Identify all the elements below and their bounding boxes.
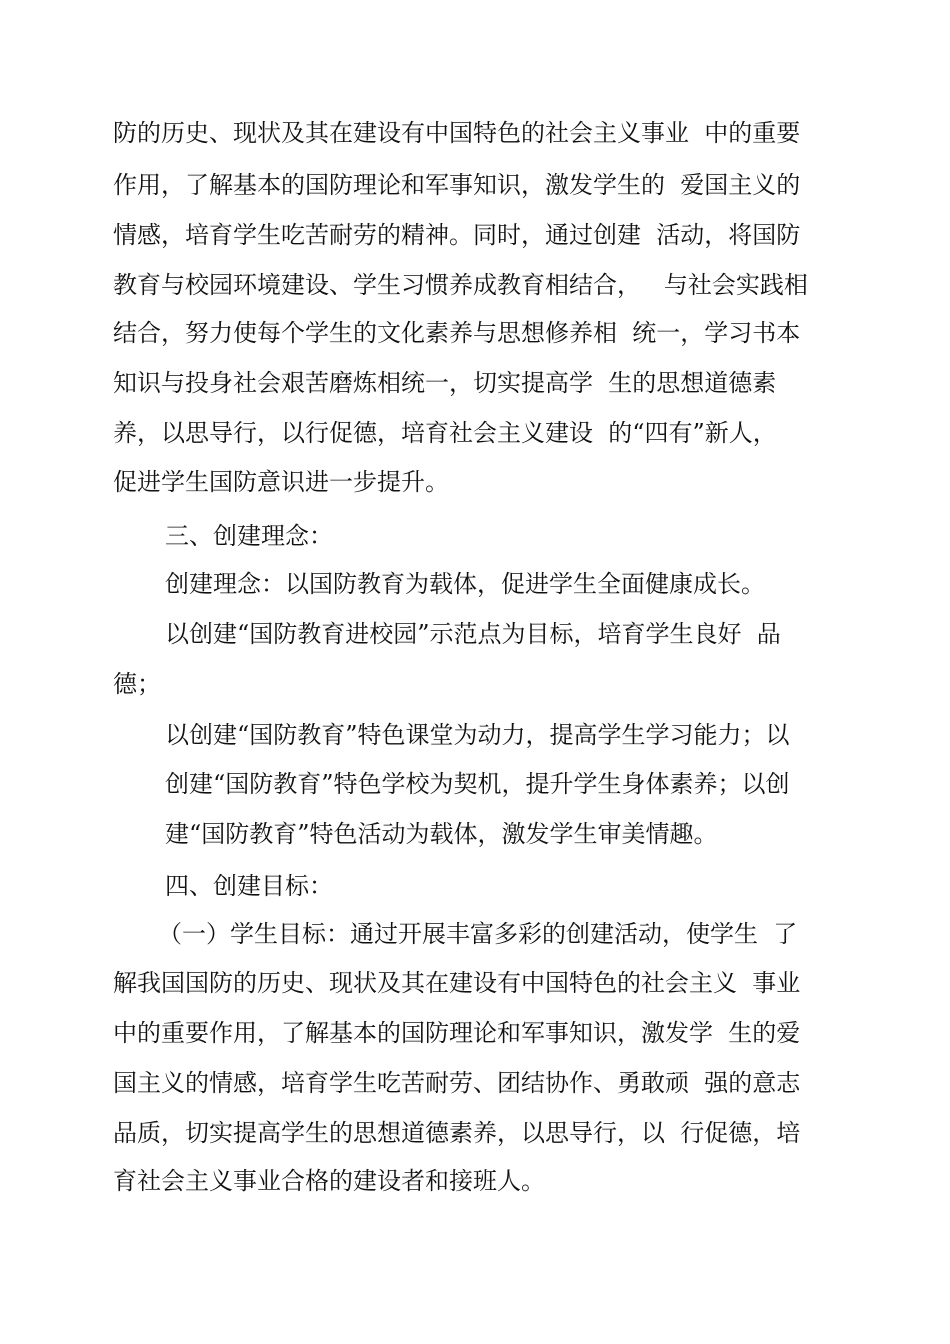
paragraph-line: 作用，了解基本的国防理论和军事知识，激发学生的 爱国主义的 [113, 171, 801, 199]
section-heading: 三、创建理念： [165, 522, 333, 550]
goal-line: 创建“国防教育”特色学校为契机，提升学生身体素养；以创 [165, 770, 790, 798]
paragraph-line: （一）学生目标：通过开展丰富多彩的创建活动，使学生 了 [158, 920, 798, 948]
paragraph-line: 国主义的情感，培育学生吃苦耐劳、团结协作、勇敢顽 强的意志 [113, 1069, 801, 1097]
paragraph-line: 育社会主义事业合格的建设者和接班人。 [113, 1167, 545, 1195]
paragraph-line: 解我国国防的历史、现状及其在建设有中国特色的社会主义 事业 [113, 969, 801, 997]
concept-line: 创建理念：以国防教育为载体，促进学生全面健康成长。 [165, 570, 765, 598]
paragraph-line: 促进学生国防意识进一步提升。 [113, 468, 449, 496]
paragraph-line: 情感，培育学生吃苦耐劳的精神。同时，通过创建 活动，将国防 [113, 221, 801, 249]
paragraph-line: 防的历史、现状及其在建设有中国特色的社会主义事业 中的重要 [113, 119, 801, 147]
paragraph-line: 品质，切实提高学生的思想道德素养，以思导行，以 行促德，培 [113, 1119, 801, 1147]
paragraph-line: 中的重要作用，了解基本的国防理论和军事知识，激发学 生的爱 [113, 1019, 801, 1047]
paragraph-line: 养，以思导行，以行促德，培育社会主义建设 的“四有”新人， [113, 419, 777, 447]
paragraph-line: 结合，努力使每个学生的文化素养与思想修养相 统一，学习书本 [113, 319, 801, 347]
goal-line: 以创建“国防教育”特色课堂为动力，提高学生学习能力；以 [165, 721, 790, 749]
goal-line: 以创建“国防教育进校园”示范点为目标，培育学生良好 品 [165, 620, 781, 648]
section-heading: 四、创建目标： [165, 872, 333, 900]
goal-line: 德； [113, 670, 161, 698]
paragraph-line: 教育与校园环境建设、学生习惯养成教育相结合， 与社会实践相 [113, 271, 808, 299]
paragraph-line: 知识与投身社会艰苦磨炼相统一，切实提高学 生的思想道德素 [113, 369, 777, 397]
goal-line: 建“国防教育”特色活动为载体，激发学生审美情趣。 [165, 820, 718, 848]
